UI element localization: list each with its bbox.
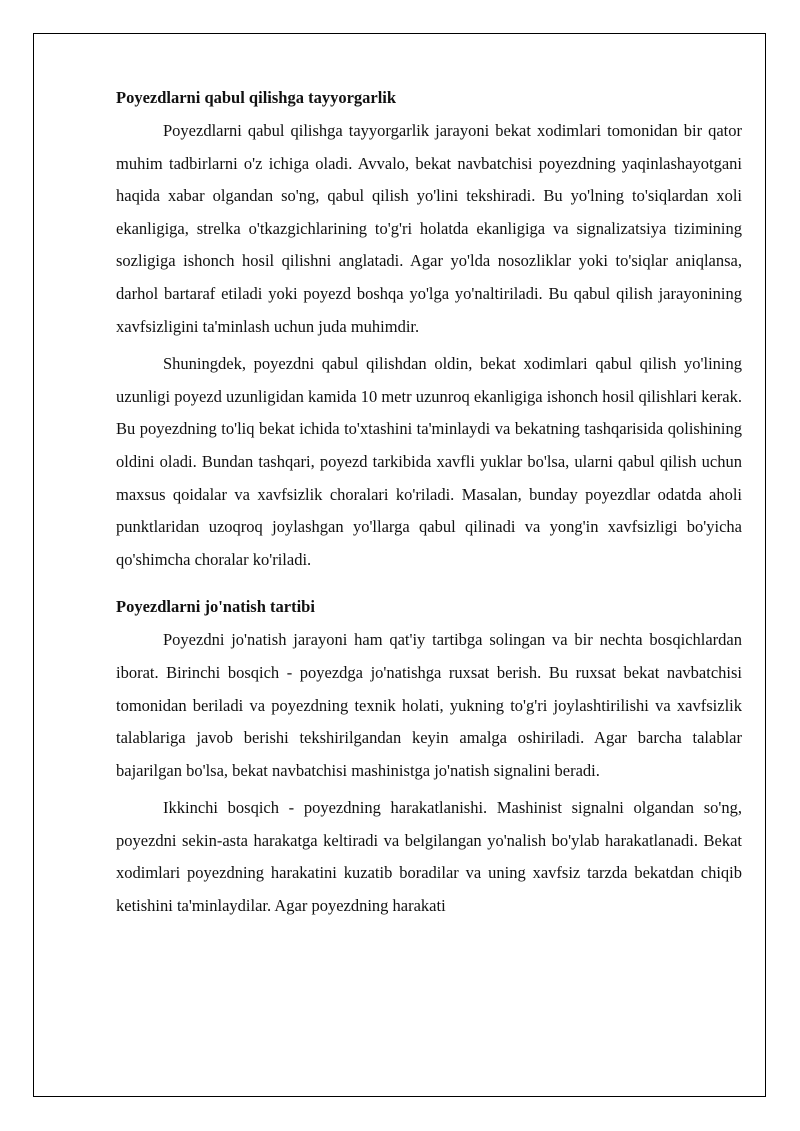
paragraph-dispatch-1: Poyezdni jo'natish jarayoni ham qat'iy tartibga solingan va bir nechta bosqichlardan iborat. Birinchi bosqich - poyezdga jo'natishga ruxsat berish. Bu ruxsat bekat navbatchisi tomonidan beriladi va poyezdning texnik holati, yukning to'g'ri joylashtirilishi va xavfsizlik talablariga javob berishi tekshirilgandan keyin amalga oshiriladi. Agar barcha talablar bajarilgan bo'lsa, bekat navbatchisi mashinistga jo'natish signalini beradi. <box>116 630 742 780</box>
section-heading-reception: Poyezdlarni qabul qilishga tayyorgarlik <box>116 88 397 107</box>
paragraph-reception-1: Poyezdlarni qabul qilishga tayyorgarlik jarayoni bekat xodimlari tomonidan bir qator muhim tadbirlarni o'z ichiga oladi. Avvalo, bekat navbatchisi poyezdning yaqinlashayotgani haqida xabar olgandan so'ng, qabul qilish yo'lini tekshiradi. Bu yo'lning to'siqlardan xoli ekanligiga, strelka o'tkazgichlarining to'g'ri holatda ekanligiga va signalizatsiya tizimining sozligiga ishonch hosil qilishni anglatadi. Agar yo'lda nosozliklar yoki to'siqlar aniqlansa, darhol bartaraf etiladi yoki poyezd boshqa yo'lga yo'naltiriladi. Bu qabul qilish jarayonining xavfsizligini ta'minlash uchun juda muhimdir. <box>116 121 742 336</box>
paragraph-dispatch-2: Ikkinchi bosqich - poyezdning harakatlanishi. Mashinist signalni olgandan so'ng, poyezdni sekin-asta harakatga keltiradi va belgilangan yo'nalish bo'ylab harakatlanadi. Bekat xodimlari poyezdning harakatini kuzatib boradilar va uning xavfsiz tarzda bekatdan chiqib ketishini ta'minlaydilar. Agar poyezdning harakati <box>116 798 742 916</box>
section-heading-dispatch: Poyezdlarni jo'natish tartibi <box>116 597 315 617</box>
document-body <box>116 86 742 923</box>
paragraph-reception-2: Shuningdek, poyezdni qabul qilishdan oldin, bekat xodimlari qabul qilish yo'lining uzunligi poyezd uzunligidan kamida 10 metr uzunroq ekanligiga ishonch hosil qilishlari kerak. Bu poyezdning to'liq bekat ichida to'xtashini ta'minlaydi va bekatning tashqarisida qolishining oldini oladi. Bundan tashqari, poyezd tarkibida xavfli yuklar bo'lsa, ularni qabul qilish uchun maxsus qoidalar va xavfsizlik choralari ko'riladi. Masalan, bunday poyezdlar odatda aholi punktlaridan uzoqroq joylashgan yo'llarga qabul qilinadi va yong'in xavfsizligi bo'yicha qo'shimcha choralar ko'riladi. <box>116 354 742 569</box>
